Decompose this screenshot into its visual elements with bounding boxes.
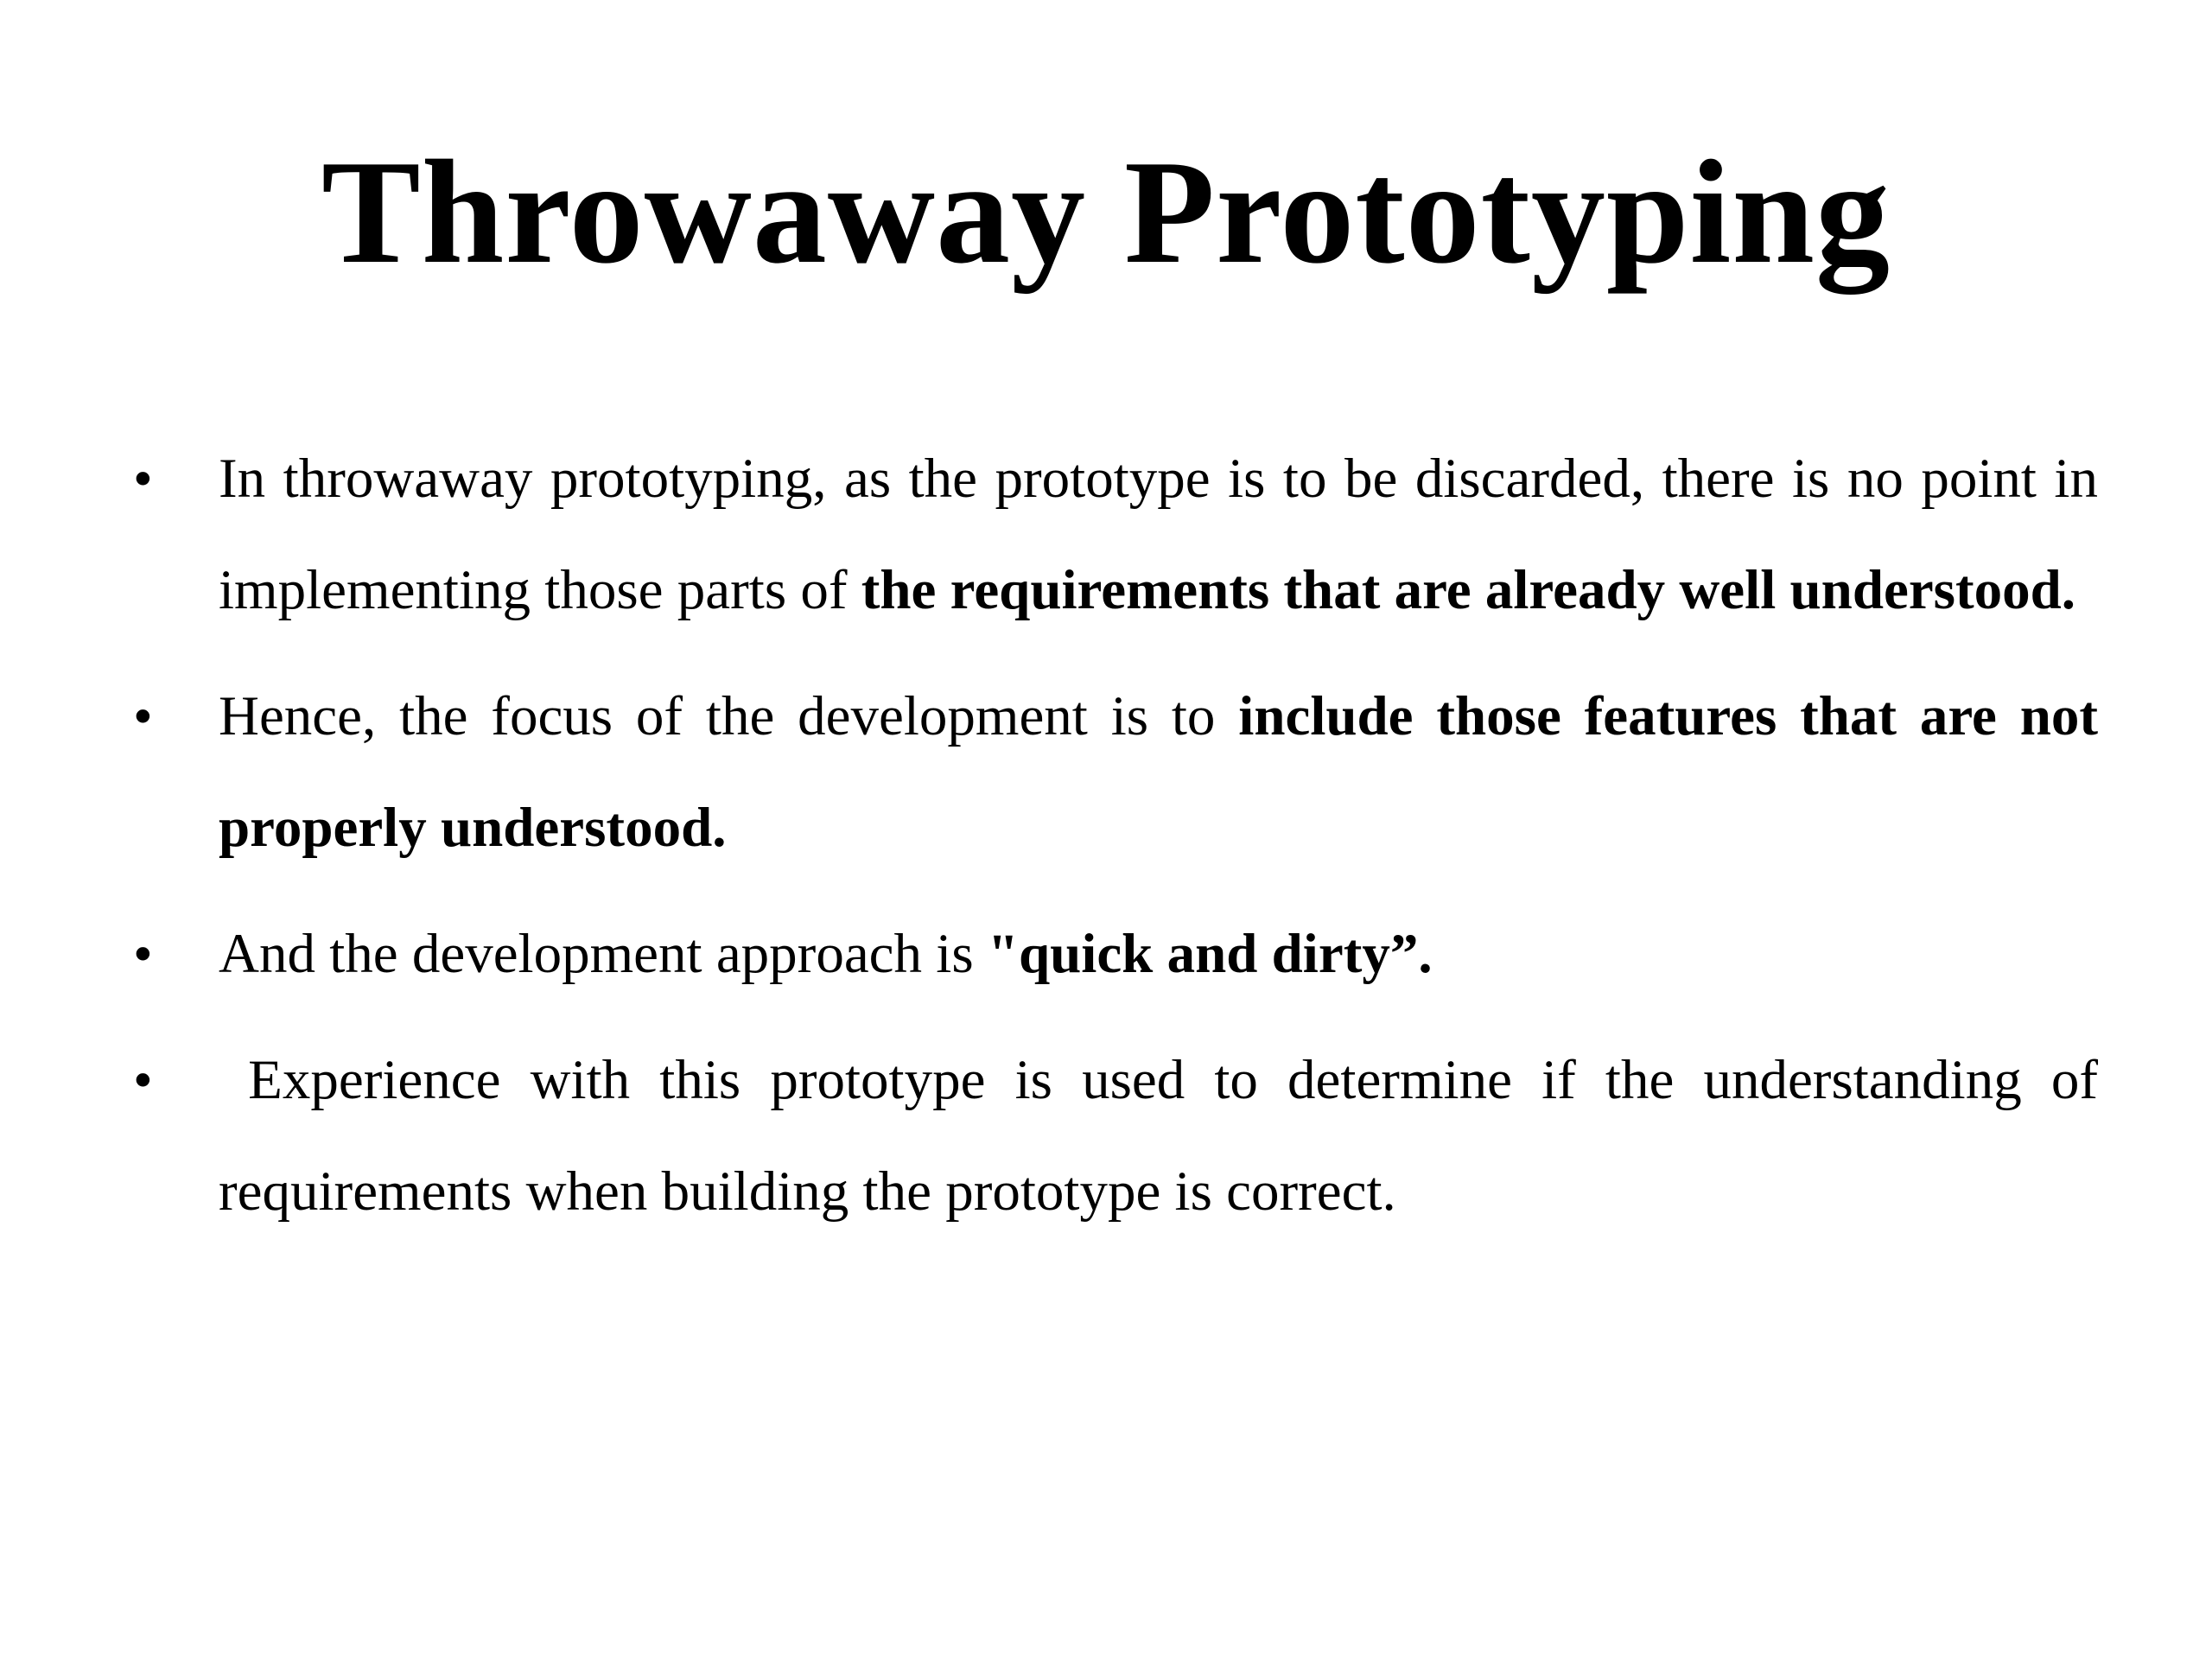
bullet-text-segment: In throwaway prototyping, as the prototype is to be discarded, there is no point in implementing those parts of (219, 448, 2098, 621)
bullet-item (121, 899, 2098, 1010)
bullet-text (219, 923, 1433, 985)
bullet-text-emphasis: include those features that are not properly understood. (219, 685, 2098, 859)
bullet-text (219, 1049, 2112, 1223)
bullet-text-segment: Experience with this prototype is used to determine if the understanding of requirements when building the prototype is correct. (219, 1049, 2113, 1223)
bullet-icon: • (133, 448, 153, 510)
bullet-text-emphasis: "quick and dirty”. (987, 923, 1433, 985)
bullet-text-segment: And the development approach is (219, 923, 988, 985)
bullet-item (121, 661, 2098, 884)
bullet-text-segment: Hence, the focus of the development is to (219, 685, 1239, 747)
bullet-text (219, 448, 2098, 621)
slide-title: Throwaway Prototyping (321, 130, 1891, 295)
bullet-icon: • (133, 685, 153, 747)
bullet-icon: • (133, 1049, 153, 1111)
bullet-text (219, 685, 2098, 859)
bullet-text-emphasis: the requirements that are already well understood. (861, 559, 2076, 621)
bullet-item (121, 1025, 2113, 1248)
bullet-icon: • (133, 923, 153, 985)
bullet-list (121, 423, 2113, 1262)
bullet-item (121, 423, 2098, 646)
